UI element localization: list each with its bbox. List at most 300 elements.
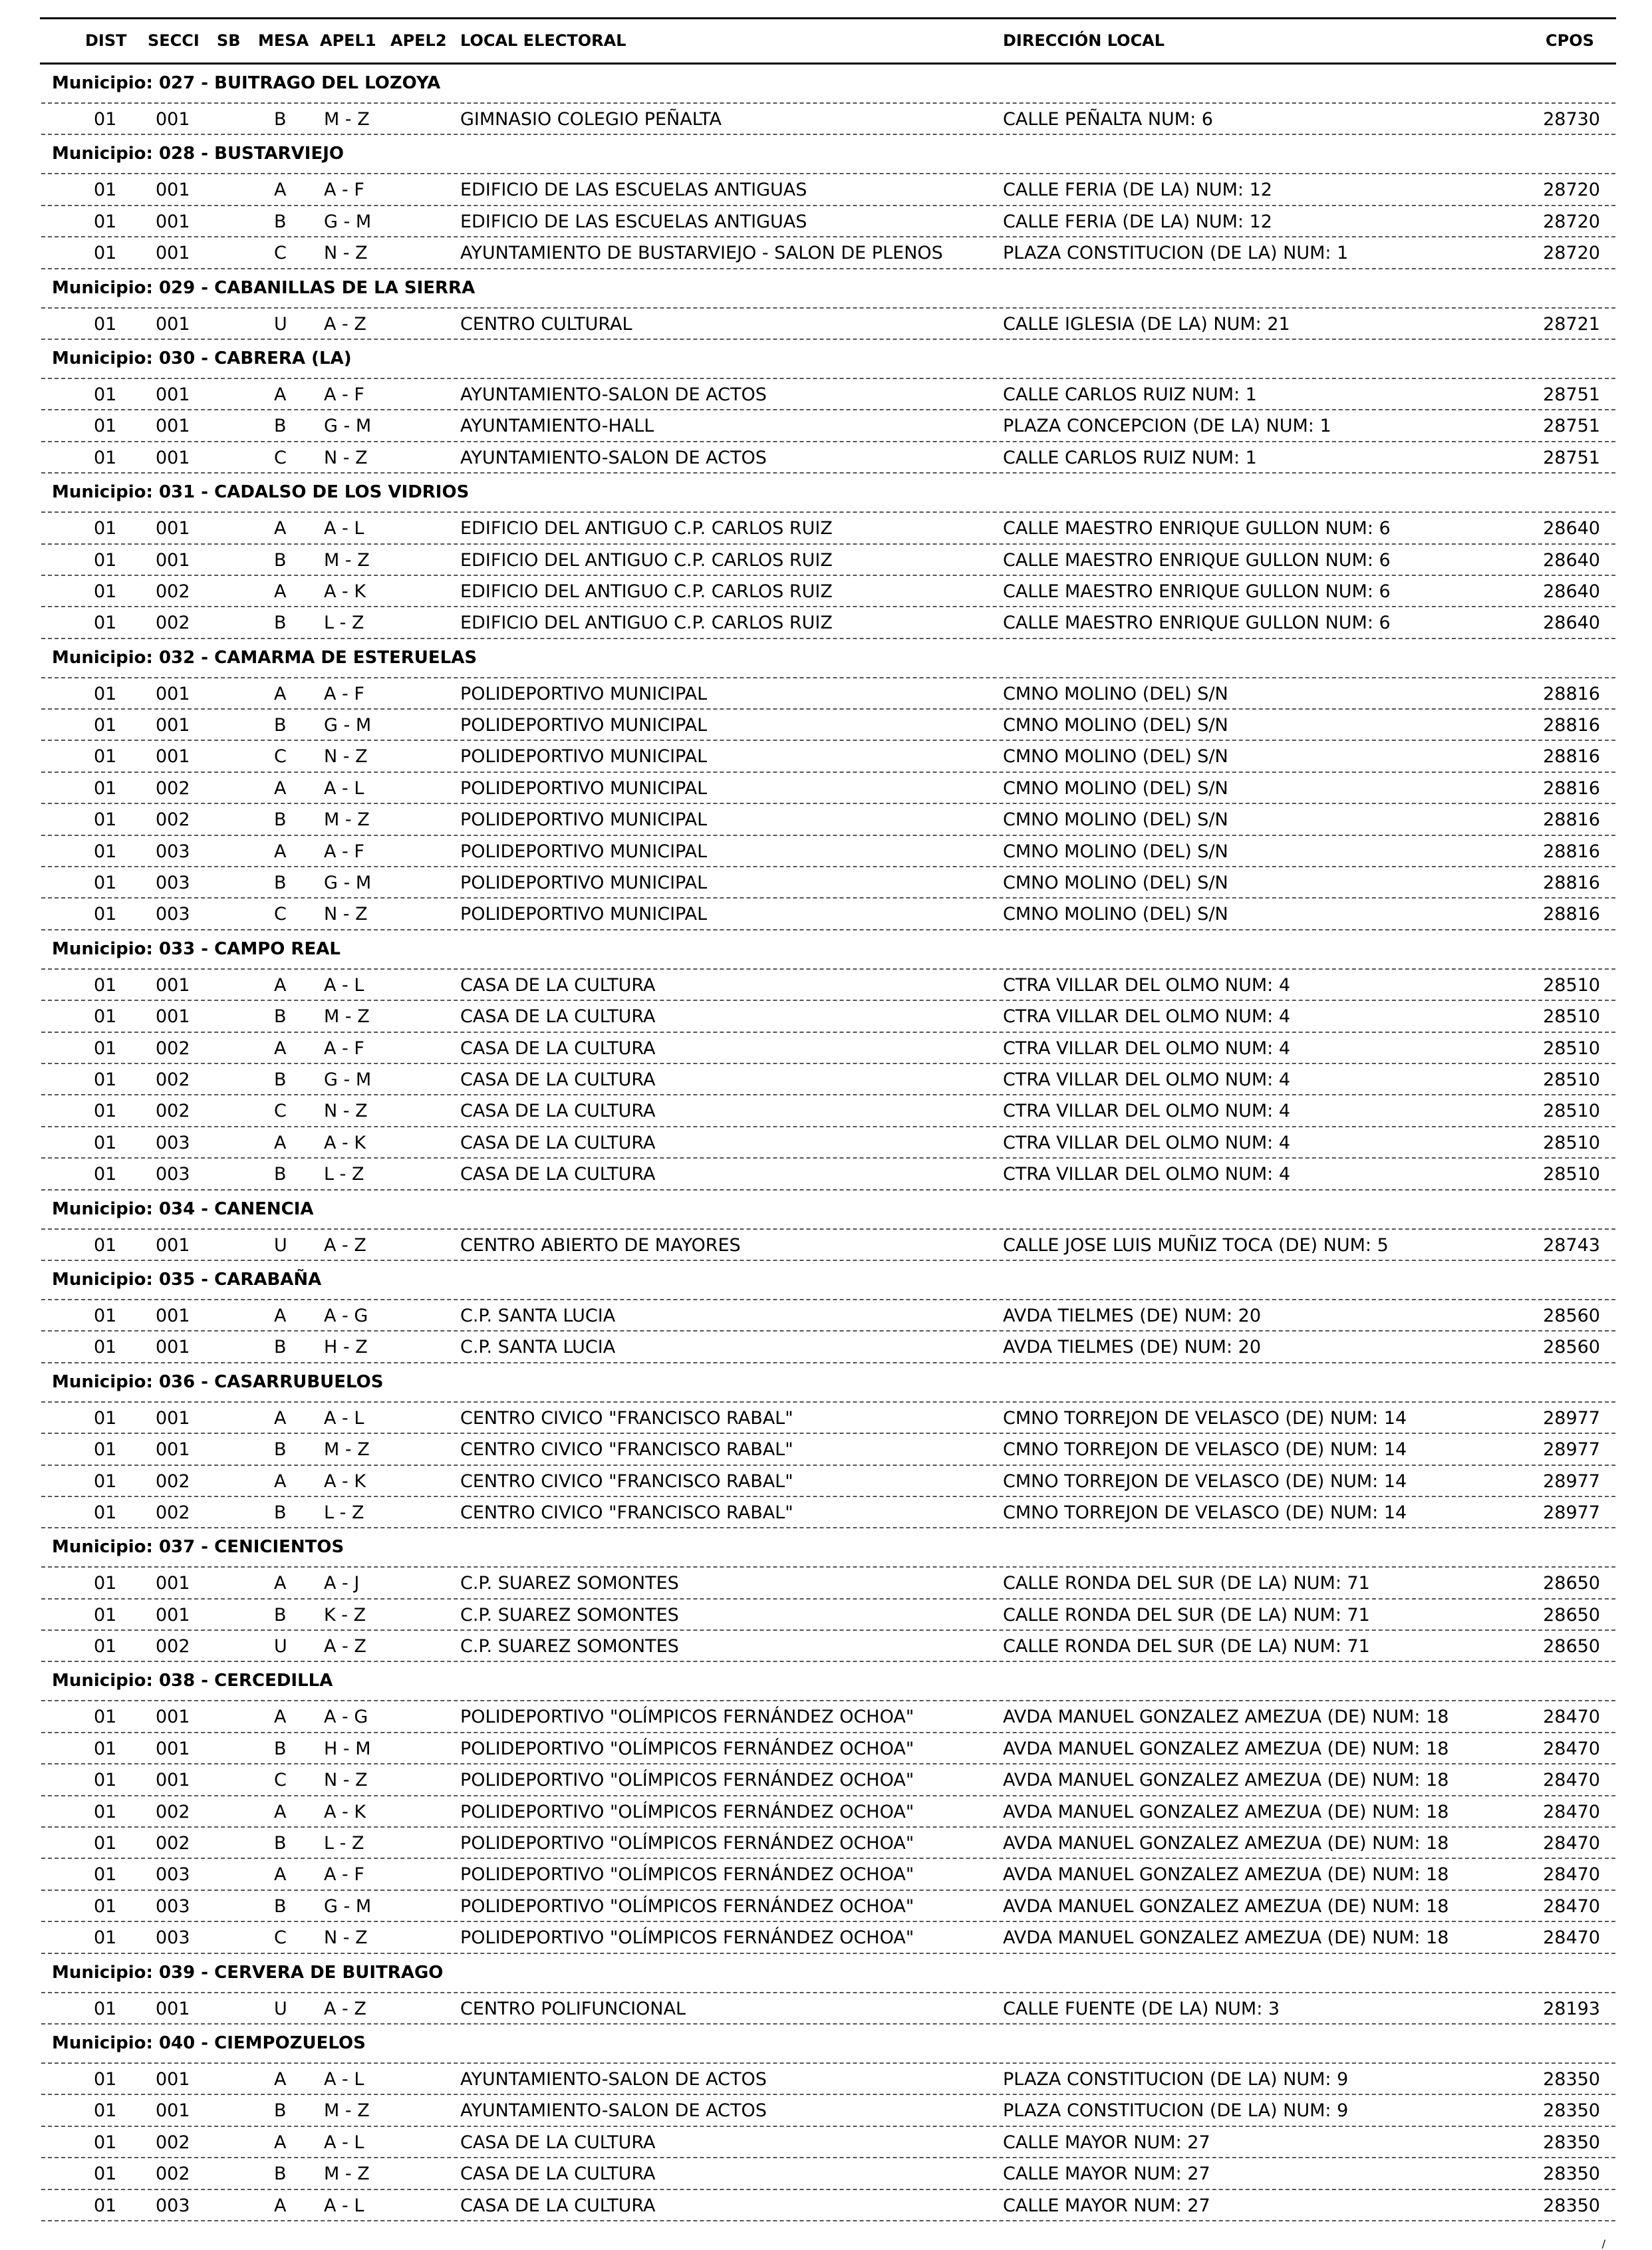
municipio-header bbox=[0, 930, 1652, 970]
cell-apel: A - K bbox=[324, 1471, 366, 1492]
cell-dist: 01 bbox=[94, 1305, 117, 1326]
cell-direccion: AVDA MANUEL GONZALEZ AMEZUA (DE) NUM: 18 bbox=[1003, 1707, 1449, 1728]
cell-secci: 003 bbox=[156, 1864, 190, 1886]
cell-cpos: 28350 bbox=[1543, 2068, 1600, 2090]
municipio-header bbox=[0, 135, 1652, 174]
cell-cpos: 28470 bbox=[1543, 1864, 1600, 1886]
municipio-header bbox=[0, 2025, 1652, 2064]
cell-local: AYUNTAMIENTO-SALON DE ACTOS bbox=[460, 384, 767, 405]
cell-secci: 001 bbox=[156, 1573, 190, 1594]
cell-local: CENTRO ABIERTO DE MAYORES bbox=[460, 1234, 741, 1256]
cell-local: POLIDEPORTIVO MUNICIPAL bbox=[460, 683, 708, 704]
cell-cpos: 28640 bbox=[1543, 549, 1600, 571]
table-row bbox=[0, 607, 1652, 638]
cell-secci: 003 bbox=[156, 873, 190, 894]
table-row bbox=[0, 1159, 1652, 1190]
cell-secci: 001 bbox=[156, 211, 190, 232]
cell-local: POLIDEPORTIVO "OLÍMPICOS FERNÁNDEZ OCHOA" bbox=[460, 1738, 914, 1759]
cell-cpos: 28816 bbox=[1543, 873, 1600, 894]
cell-cpos: 28730 bbox=[1543, 109, 1600, 130]
table-row bbox=[0, 836, 1652, 867]
cell-apel: N - Z bbox=[324, 904, 368, 925]
cell-direccion: CMNO MOLINO (DEL) S/N bbox=[1003, 841, 1228, 862]
cell-apel: A - L bbox=[324, 2132, 364, 2153]
cell-apel: H - M bbox=[324, 1738, 371, 1759]
cell-dist: 01 bbox=[94, 1833, 117, 1854]
cell-cpos: 28350 bbox=[1543, 2132, 1600, 2153]
cell-dist: 01 bbox=[94, 683, 117, 704]
cell-cpos: 28816 bbox=[1543, 809, 1600, 831]
cell-local: POLIDEPORTIVO "OLÍMPICOS FERNÁNDEZ OCHOA" bbox=[460, 1707, 914, 1728]
cell-dist: 01 bbox=[94, 904, 117, 925]
cell-mesa: B bbox=[274, 715, 287, 736]
table-row bbox=[0, 1859, 1652, 1890]
cell-dist: 01 bbox=[94, 613, 117, 634]
cell-secci: 003 bbox=[156, 904, 190, 925]
cell-direccion: CMNO MOLINO (DEL) S/N bbox=[1003, 873, 1228, 894]
cell-direccion: CMNO TORREJON DE VELASCO (DE) NUM: 14 bbox=[1003, 1471, 1407, 1492]
cell-secci: 001 bbox=[156, 447, 190, 468]
cell-cpos: 28816 bbox=[1543, 841, 1600, 862]
cell-apel: H - Z bbox=[324, 1337, 368, 1358]
cell-dist: 01 bbox=[94, 549, 117, 571]
cell-cpos: 28816 bbox=[1543, 777, 1600, 799]
cell-dist: 01 bbox=[94, 1038, 117, 1059]
cell-dist: 01 bbox=[94, 1864, 117, 1886]
cell-local: CASA DE LA CULTURA bbox=[460, 1069, 656, 1090]
municipio-header bbox=[0, 1363, 1652, 1403]
cell-local: POLIDEPORTIVO "OLÍMPICOS FERNÁNDEZ OCHOA" bbox=[460, 1927, 914, 1949]
cell-mesa: B bbox=[274, 1439, 287, 1461]
cell-mesa: C bbox=[274, 1770, 287, 1791]
cell-secci: 001 bbox=[156, 974, 190, 996]
cell-cpos: 28470 bbox=[1543, 1833, 1600, 1854]
cell-apel: N - Z bbox=[324, 447, 368, 468]
cell-mesa: B bbox=[274, 211, 287, 232]
cell-dist: 01 bbox=[94, 1069, 117, 1090]
cell-cpos: 28470 bbox=[1543, 1707, 1600, 1728]
table-row bbox=[0, 710, 1652, 741]
cell-dist: 01 bbox=[94, 2164, 117, 2185]
cell-apel: A - Z bbox=[324, 1636, 366, 1657]
cell-direccion: CALLE IGLESIA (DE LA) NUM: 21 bbox=[1003, 313, 1290, 335]
cell-apel: A - Z bbox=[324, 1234, 366, 1256]
cell-apel: L - Z bbox=[324, 1164, 364, 1185]
cell-secci: 002 bbox=[156, 1038, 190, 1059]
cell-dist: 01 bbox=[94, 1101, 117, 1122]
cell-direccion: CMNO MOLINO (DEL) S/N bbox=[1003, 683, 1228, 704]
cell-mesa: A bbox=[274, 1038, 287, 1059]
table-row bbox=[0, 1733, 1652, 1764]
municipio-title: Municipio: 034 - CANENCIA bbox=[52, 1198, 314, 1219]
table-row bbox=[0, 576, 1652, 607]
cell-secci: 002 bbox=[156, 581, 190, 602]
cell-mesa: B bbox=[274, 1164, 287, 1185]
cell-mesa: C bbox=[274, 1101, 287, 1122]
cell-mesa: C bbox=[274, 904, 287, 925]
table-row bbox=[0, 867, 1652, 899]
cell-local: AYUNTAMIENTO DE BUSTARVIEJO - SALON DE PLENOS bbox=[460, 243, 943, 264]
cell-mesa: B bbox=[274, 1337, 287, 1358]
cell-direccion: CALLE MAYOR NUM: 27 bbox=[1003, 2195, 1210, 2216]
cell-local: C.P. SUAREZ SOMONTES bbox=[460, 1636, 679, 1657]
cell-dist: 01 bbox=[94, 1337, 117, 1358]
municipio-header bbox=[0, 269, 1652, 309]
cell-apel: M - Z bbox=[324, 1006, 370, 1028]
cell-cpos: 28510 bbox=[1543, 974, 1600, 996]
cell-cpos: 28977 bbox=[1543, 1439, 1600, 1461]
table-row bbox=[0, 1403, 1652, 1434]
municipio-header bbox=[0, 1261, 1652, 1300]
table-row bbox=[0, 1033, 1652, 1064]
cell-direccion: CALLE CARLOS RUIZ NUM: 1 bbox=[1003, 447, 1257, 468]
table-row bbox=[0, 773, 1652, 804]
cell-mesa: B bbox=[274, 1833, 287, 1854]
cell-cpos: 28720 bbox=[1543, 180, 1600, 201]
cell-dist: 01 bbox=[94, 1502, 117, 1523]
cell-dist: 01 bbox=[94, 581, 117, 602]
table-row bbox=[0, 1466, 1652, 1497]
municipio-title: Municipio: 037 - CENICIENTOS bbox=[52, 1537, 344, 1558]
cell-local: EDIFICIO DEL ANTIGUO C.P. CARLOS RUIZ bbox=[460, 581, 833, 602]
cell-direccion: CMNO MOLINO (DEL) S/N bbox=[1003, 904, 1228, 925]
cell-apel: A - F bbox=[324, 180, 364, 201]
cell-apel: A - L bbox=[324, 2195, 364, 2216]
cell-local: CASA DE LA CULTURA bbox=[460, 2195, 656, 2216]
table-row bbox=[0, 2095, 1652, 2126]
cell-mesa: U bbox=[274, 313, 287, 335]
col-apel2-header: APEL2 bbox=[390, 31, 447, 50]
table-row bbox=[0, 104, 1652, 135]
cell-local: C.P. SUAREZ SOMONTES bbox=[460, 1604, 679, 1625]
cell-apel: N - Z bbox=[324, 1927, 368, 1949]
cell-cpos: 28640 bbox=[1543, 518, 1600, 539]
cell-direccion: CALLE FUENTE (DE LA) NUM: 3 bbox=[1003, 1998, 1280, 2019]
table-row bbox=[0, 513, 1652, 544]
cell-mesa: A bbox=[274, 384, 287, 405]
cell-apel: G - M bbox=[324, 1896, 372, 1917]
cell-local: CENTRO CIVICO "FRANCISCO RABAL" bbox=[460, 1471, 793, 1492]
table-row bbox=[0, 410, 1652, 442]
cell-secci: 003 bbox=[156, 2195, 190, 2216]
cell-apel: A - L bbox=[324, 2068, 364, 2090]
cell-direccion: CALLE MAESTRO ENRIQUE GULLON NUM: 6 bbox=[1003, 518, 1391, 539]
cell-local: POLIDEPORTIVO MUNICIPAL bbox=[460, 841, 708, 862]
municipio-title: Municipio: 029 - CABANILLAS DE LA SIERRA bbox=[52, 277, 476, 298]
cell-cpos: 28977 bbox=[1543, 1471, 1600, 1492]
municipio-title: Municipio: 031 - CADALSO DE LOS VIDRIOS bbox=[52, 482, 470, 503]
cell-secci: 001 bbox=[156, 1738, 190, 1759]
cell-direccion: AVDA TIELMES (DE) NUM: 20 bbox=[1003, 1305, 1262, 1326]
cell-cpos: 28510 bbox=[1543, 1038, 1600, 1059]
cell-cpos: 28470 bbox=[1543, 1770, 1600, 1791]
cell-direccion: CMNO MOLINO (DEL) S/N bbox=[1003, 715, 1228, 736]
cell-mesa: A bbox=[274, 581, 287, 602]
cell-cpos: 28560 bbox=[1543, 1305, 1600, 1326]
col-apel1-header: APEL1 bbox=[320, 31, 376, 50]
municipio-title: Municipio: 036 - CASARRUBUELOS bbox=[52, 1371, 384, 1392]
municipio-title: Municipio: 039 - CERVERA DE BUITRAGO bbox=[52, 1962, 444, 1983]
cell-local: EDIFICIO DE LAS ESCUELAS ANTIGUAS bbox=[460, 211, 807, 232]
cell-local: C.P. SANTA LUCIA bbox=[460, 1305, 616, 1326]
cell-mesa: B bbox=[274, 109, 287, 130]
cell-mesa: B bbox=[274, 809, 287, 831]
cell-cpos: 28816 bbox=[1543, 904, 1600, 925]
cell-dist: 01 bbox=[94, 313, 117, 335]
cell-dist: 01 bbox=[94, 777, 117, 799]
cell-mesa: C bbox=[274, 243, 287, 264]
cell-dist: 01 bbox=[94, 384, 117, 405]
cell-local: POLIDEPORTIVO "OLÍMPICOS FERNÁNDEZ OCHOA" bbox=[460, 1864, 914, 1886]
cell-dist: 01 bbox=[94, 746, 117, 768]
cell-direccion: CALLE PEÑALTA NUM: 6 bbox=[1003, 109, 1213, 130]
table-row bbox=[0, 2158, 1652, 2189]
municipio-title: Municipio: 033 - CAMPO REAL bbox=[52, 938, 341, 959]
table-row bbox=[0, 2127, 1652, 2158]
cell-secci: 001 bbox=[156, 1006, 190, 1028]
cell-cpos: 28350 bbox=[1543, 2164, 1600, 2185]
cell-secci: 003 bbox=[156, 1164, 190, 1185]
cell-direccion: AVDA MANUEL GONZALEZ AMEZUA (DE) NUM: 18 bbox=[1003, 1896, 1449, 1917]
cell-cpos: 28193 bbox=[1543, 1998, 1600, 2019]
cell-direccion: CTRA VILLAR DEL OLMO NUM: 4 bbox=[1003, 1164, 1291, 1185]
cell-secci: 001 bbox=[156, 1305, 190, 1326]
cell-secci: 001 bbox=[156, 2100, 190, 2122]
table-row bbox=[0, 970, 1652, 1001]
cell-dist: 01 bbox=[94, 1738, 117, 1759]
municipio-header bbox=[0, 474, 1652, 513]
cell-cpos: 28350 bbox=[1543, 2195, 1600, 2216]
cell-direccion: CTRA VILLAR DEL OLMO NUM: 4 bbox=[1003, 1101, 1291, 1122]
cell-secci: 002 bbox=[156, 1471, 190, 1492]
cell-apel: L - Z bbox=[324, 1502, 364, 1523]
cell-direccion: AVDA MANUEL GONZALEZ AMEZUA (DE) NUM: 18 bbox=[1003, 1801, 1449, 1822]
cell-dist: 01 bbox=[94, 715, 117, 736]
cell-local: POLIDEPORTIVO MUNICIPAL bbox=[460, 873, 708, 894]
cell-dist: 01 bbox=[94, 2195, 117, 2216]
cell-apel: N - Z bbox=[324, 243, 368, 264]
cell-apel: A - K bbox=[324, 1132, 366, 1153]
cell-direccion: CTRA VILLAR DEL OLMO NUM: 4 bbox=[1003, 1069, 1291, 1090]
cell-mesa: B bbox=[274, 2100, 287, 2122]
cell-secci: 001 bbox=[156, 1770, 190, 1791]
cell-direccion: CMNO MOLINO (DEL) S/N bbox=[1003, 746, 1228, 768]
municipio-title: Municipio: 030 - CABRERA (LA) bbox=[52, 348, 352, 368]
cell-cpos: 28510 bbox=[1543, 1132, 1600, 1153]
cell-dist: 01 bbox=[94, 1604, 117, 1625]
cell-mesa: B bbox=[274, 549, 287, 571]
cell-secci: 001 bbox=[156, 518, 190, 539]
municipio-header bbox=[0, 639, 1652, 678]
cell-secci: 003 bbox=[156, 1927, 190, 1949]
cell-direccion: CALLE MAESTRO ENRIQUE GULLON NUM: 6 bbox=[1003, 613, 1391, 634]
cell-dist: 01 bbox=[94, 1439, 117, 1461]
cell-dist: 01 bbox=[94, 841, 117, 862]
cell-apel: A - F bbox=[324, 1038, 364, 1059]
cell-local: POLIDEPORTIVO "OLÍMPICOS FERNÁNDEZ OCHOA" bbox=[460, 1801, 914, 1822]
cell-mesa: B bbox=[274, 2164, 287, 2185]
cell-apel: A - L bbox=[324, 1407, 364, 1429]
cell-apel: L - Z bbox=[324, 613, 364, 634]
cell-direccion: CALLE RONDA DEL SUR (DE LA) NUM: 71 bbox=[1003, 1604, 1370, 1625]
table-body bbox=[0, 65, 1652, 2221]
cell-local: CENTRO POLIFUNCIONAL bbox=[460, 1998, 686, 2019]
cell-cpos: 28743 bbox=[1543, 1234, 1600, 1256]
cell-apel: M - Z bbox=[324, 109, 370, 130]
cell-local: POLIDEPORTIVO "OLÍMPICOS FERNÁNDEZ OCHOA" bbox=[460, 1896, 914, 1917]
cell-secci: 002 bbox=[156, 2164, 190, 2185]
cell-cpos: 28650 bbox=[1543, 1636, 1600, 1657]
table-row bbox=[0, 1127, 1652, 1159]
municipio-header bbox=[0, 1954, 1652, 1993]
cell-cpos: 28751 bbox=[1543, 416, 1600, 437]
cell-apel: K - Z bbox=[324, 1604, 366, 1625]
cell-cpos: 28640 bbox=[1543, 581, 1600, 602]
cell-cpos: 28470 bbox=[1543, 1738, 1600, 1759]
cell-local: EDIFICIO DEL ANTIGUO C.P. CARLOS RUIZ bbox=[460, 613, 833, 634]
cell-secci: 001 bbox=[156, 1234, 190, 1256]
cell-cpos: 28470 bbox=[1543, 1896, 1600, 1917]
cell-direccion: PLAZA CONSTITUCION (DE LA) NUM: 9 bbox=[1003, 2100, 1349, 2122]
cell-mesa: B bbox=[274, 1006, 287, 1028]
cell-dist: 01 bbox=[94, 1234, 117, 1256]
cell-local: EDIFICIO DEL ANTIGUO C.P. CARLOS RUIZ bbox=[460, 549, 833, 571]
col-mesa-header: MESA bbox=[258, 31, 309, 50]
cell-direccion: CMNO MOLINO (DEL) S/N bbox=[1003, 777, 1228, 799]
cell-local: AYUNTAMIENTO-SALON DE ACTOS bbox=[460, 2068, 767, 2090]
cell-direccion: AVDA MANUEL GONZALEZ AMEZUA (DE) NUM: 18 bbox=[1003, 1770, 1449, 1791]
cell-apel: A - G bbox=[324, 1707, 368, 1728]
cell-local: AYUNTAMIENTO-SALON DE ACTOS bbox=[460, 2100, 767, 2122]
cell-dist: 01 bbox=[94, 109, 117, 130]
cell-direccion: CMNO TORREJON DE VELASCO (DE) NUM: 14 bbox=[1003, 1407, 1407, 1429]
cell-apel: A - J bbox=[324, 1573, 360, 1594]
cell-apel: N - Z bbox=[324, 1770, 368, 1791]
cell-apel: A - L bbox=[324, 518, 364, 539]
municipio-title: Municipio: 028 - BUSTARVIEJO bbox=[52, 144, 344, 164]
table-row bbox=[0, 1701, 1652, 1733]
cell-cpos: 28720 bbox=[1543, 243, 1600, 264]
cell-apel: A - F bbox=[324, 683, 364, 704]
cell-apel: A - Z bbox=[324, 1998, 366, 2019]
cell-direccion: CALLE JOSE LUIS MUÑIZ TOCA (DE) NUM: 5 bbox=[1003, 1234, 1389, 1256]
cell-mesa: A bbox=[274, 974, 287, 996]
cell-cpos: 28751 bbox=[1543, 447, 1600, 468]
municipio-title: Municipio: 038 - CERCEDILLA bbox=[52, 1671, 333, 1691]
table-row bbox=[0, 1001, 1652, 1032]
cell-mesa: C bbox=[274, 447, 287, 468]
cell-mesa: A bbox=[274, 1407, 287, 1429]
municipio-header bbox=[0, 1528, 1652, 1568]
cell-direccion: CTRA VILLAR DEL OLMO NUM: 4 bbox=[1003, 1006, 1291, 1028]
cell-dist: 01 bbox=[94, 416, 117, 437]
municipio-header bbox=[0, 1662, 1652, 1701]
cell-direccion: AVDA MANUEL GONZALEZ AMEZUA (DE) NUM: 18 bbox=[1003, 1864, 1449, 1886]
cell-secci: 002 bbox=[156, 2132, 190, 2153]
table-row bbox=[0, 237, 1652, 269]
cell-mesa: A bbox=[274, 1471, 287, 1492]
cell-direccion: CALLE FERIA (DE LA) NUM: 12 bbox=[1003, 180, 1272, 201]
cell-direccion: PLAZA CONCEPCION (DE LA) NUM: 1 bbox=[1003, 416, 1331, 437]
cell-dist: 01 bbox=[94, 1770, 117, 1791]
cell-mesa: B bbox=[274, 1738, 287, 1759]
table-row bbox=[0, 442, 1652, 474]
table-row bbox=[0, 1828, 1652, 1859]
table-row bbox=[0, 2190, 1652, 2221]
table-header bbox=[0, 17, 1652, 64]
cell-direccion: CALLE MAESTRO ENRIQUE GULLON NUM: 6 bbox=[1003, 581, 1391, 602]
cell-mesa: U bbox=[274, 1998, 287, 2019]
page-mark: / bbox=[1601, 2237, 1605, 2250]
cell-apel: M - Z bbox=[324, 1439, 370, 1461]
cell-dist: 01 bbox=[94, 1164, 117, 1185]
table-row bbox=[0, 1764, 1652, 1796]
cell-direccion: CALLE RONDA DEL SUR (DE LA) NUM: 71 bbox=[1003, 1573, 1370, 1594]
col-dist-header: DIST bbox=[85, 31, 127, 50]
cell-mesa: A bbox=[274, 1305, 287, 1326]
cell-mesa: A bbox=[274, 683, 287, 704]
table-row bbox=[0, 1796, 1652, 1828]
cell-secci: 001 bbox=[156, 1337, 190, 1358]
cell-dist: 01 bbox=[94, 974, 117, 996]
cell-direccion: AVDA MANUEL GONZALEZ AMEZUA (DE) NUM: 18 bbox=[1003, 1833, 1449, 1854]
cell-cpos: 28751 bbox=[1543, 384, 1600, 405]
cell-mesa: A bbox=[274, 2195, 287, 2216]
cell-secci: 001 bbox=[156, 180, 190, 201]
cell-mesa: B bbox=[274, 416, 287, 437]
cell-mesa: A bbox=[274, 1132, 287, 1153]
cell-dist: 01 bbox=[94, 1801, 117, 1822]
table-row bbox=[0, 1568, 1652, 1599]
cell-secci: 002 bbox=[156, 809, 190, 831]
table-row bbox=[0, 741, 1652, 772]
cell-local: CENTRO CULTURAL bbox=[460, 313, 632, 335]
table-row bbox=[0, 1891, 1652, 1922]
cell-apel: L - Z bbox=[324, 1833, 364, 1854]
table-row bbox=[0, 1230, 1652, 1261]
cell-local: CASA DE LA CULTURA bbox=[460, 1101, 656, 1122]
cell-local: EDIFICIO DEL ANTIGUO C.P. CARLOS RUIZ bbox=[460, 518, 833, 539]
municipio-title: Municipio: 027 - BUITRAGO DEL LOZOYA bbox=[52, 73, 441, 93]
cell-cpos: 28650 bbox=[1543, 1604, 1600, 1625]
cell-direccion: CALLE MAYOR NUM: 27 bbox=[1003, 2132, 1210, 2153]
cell-direccion: CMNO MOLINO (DEL) S/N bbox=[1003, 809, 1228, 831]
cell-secci: 001 bbox=[156, 384, 190, 405]
cell-mesa: A bbox=[274, 2068, 287, 2090]
cell-direccion: CALLE MAYOR NUM: 27 bbox=[1003, 2164, 1210, 2185]
cell-local: CASA DE LA CULTURA bbox=[460, 1164, 656, 1185]
cell-cpos: 28977 bbox=[1543, 1407, 1600, 1429]
cell-local: POLIDEPORTIVO "OLÍMPICOS FERNÁNDEZ OCHOA" bbox=[460, 1770, 914, 1791]
cell-secci: 001 bbox=[156, 1439, 190, 1461]
table-row bbox=[0, 1600, 1652, 1631]
cell-dist: 01 bbox=[94, 447, 117, 468]
cell-dist: 01 bbox=[94, 1636, 117, 1657]
table-row bbox=[0, 545, 1652, 576]
table-row bbox=[0, 804, 1652, 835]
cell-dist: 01 bbox=[94, 1998, 117, 2019]
cell-apel: G - M bbox=[324, 416, 372, 437]
table-row bbox=[0, 309, 1652, 340]
table-row bbox=[0, 206, 1652, 237]
cell-dist: 01 bbox=[94, 180, 117, 201]
cell-mesa: A bbox=[274, 1707, 287, 1728]
cell-cpos: 28510 bbox=[1543, 1101, 1600, 1122]
cell-direccion: AVDA TIELMES (DE) NUM: 20 bbox=[1003, 1337, 1262, 1358]
cell-apel: G - M bbox=[324, 715, 372, 736]
cell-secci: 002 bbox=[156, 1636, 190, 1657]
municipio-title: Municipio: 032 - CAMARMA DE ESTERUELAS bbox=[52, 647, 478, 668]
